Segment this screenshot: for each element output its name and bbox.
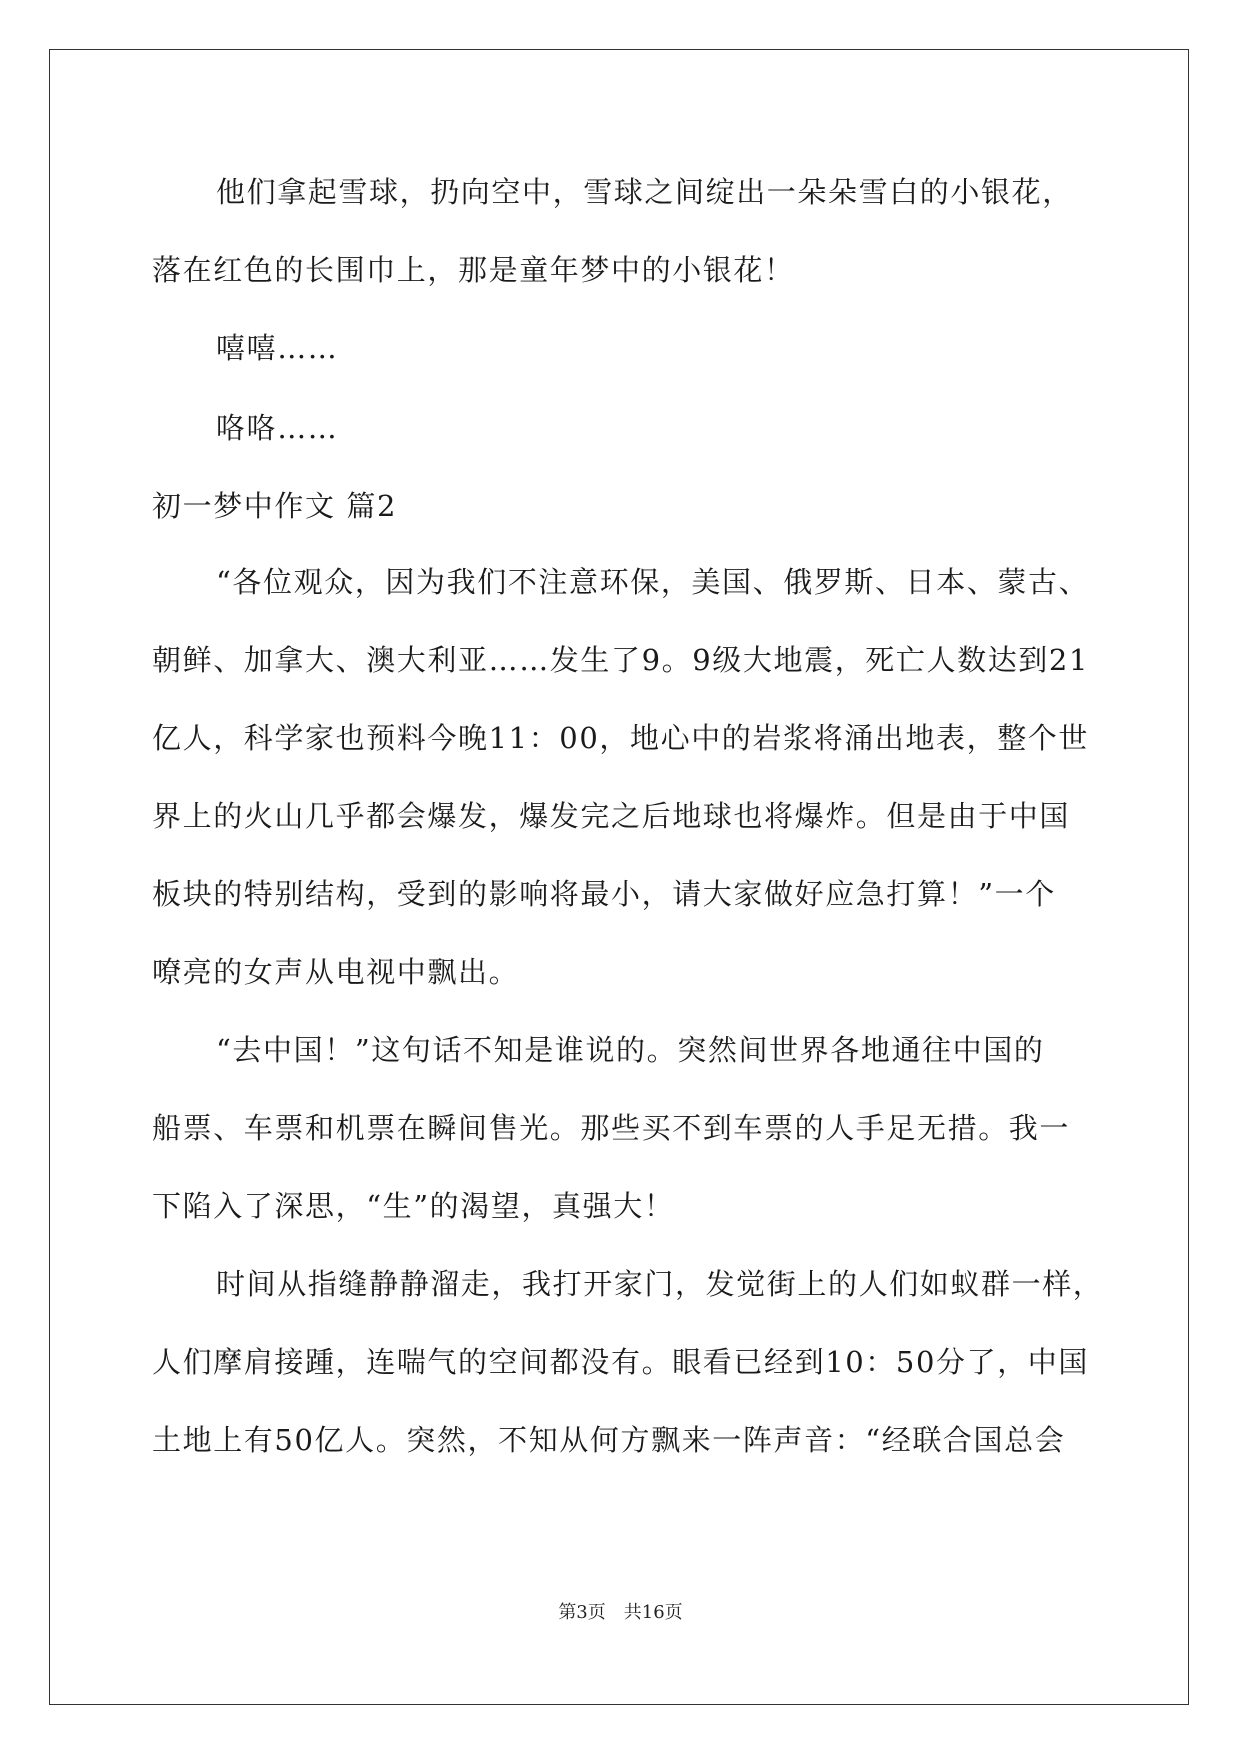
paragraph-line: 板块的特别结构，受到的影响将最小，请大家做好应急打算！”一个 — [152, 877, 1056, 911]
paragraph-line: 咯咯…… — [216, 411, 339, 445]
section-heading: 初一梦中作文 篇2 — [152, 489, 398, 523]
paragraph-line: 土地上有50亿人。突然，不知从何方飘来一阵声音：“经联合国总会 — [152, 1423, 1066, 1457]
paragraph-line: 嘻嘻…… — [216, 331, 339, 365]
paragraph-line: 人们摩肩接踵，连喘气的空间都没有。眼看已经到10：50分了，中国 — [152, 1345, 1090, 1379]
paragraph-line: 朝鲜、加拿大、澳大利亚……发生了9。9级大地震，死亡人数达到21 — [152, 643, 1090, 677]
paragraph-line: 嘹亮的女声从电视中飘出。 — [152, 955, 520, 989]
paragraph-line: 落在红色的长围巾上，那是童年梦中的小银花！ — [152, 253, 795, 287]
paragraph-line: “各位观众，因为我们不注意环保，美国、俄罗斯、日本、蒙古、 — [216, 565, 1090, 599]
paragraph-line: 船票、车票和机票在瞬间售光。那些买不到车票的人手足无措。我一 — [152, 1111, 1071, 1145]
page-number-footer: 第3页 共16页 — [558, 1602, 683, 1623]
paragraph-line: “去中国！”这句话不知是谁说的。突然间世界各地通往中国的 — [216, 1033, 1045, 1067]
paragraph-line: 他们拿起雪球，扔向空中，雪球之间绽出一朵朵雪白的小银花， — [216, 175, 1073, 209]
paragraph-line: 下陷入了深思，“生”的渴望，真强大！ — [152, 1189, 675, 1223]
paragraph-line: 亿人，科学家也预料今晚11：00，地心中的岩浆将涌出地表，整个世 — [152, 721, 1090, 755]
paragraph-line: 界上的火山几乎都会爆发，爆发完之后地球也将爆炸。但是由于中国 — [152, 799, 1071, 833]
paragraph-line: 时间从指缝静静溜走，我打开家门，发觉街上的人们如蚁群一样， — [216, 1267, 1104, 1301]
